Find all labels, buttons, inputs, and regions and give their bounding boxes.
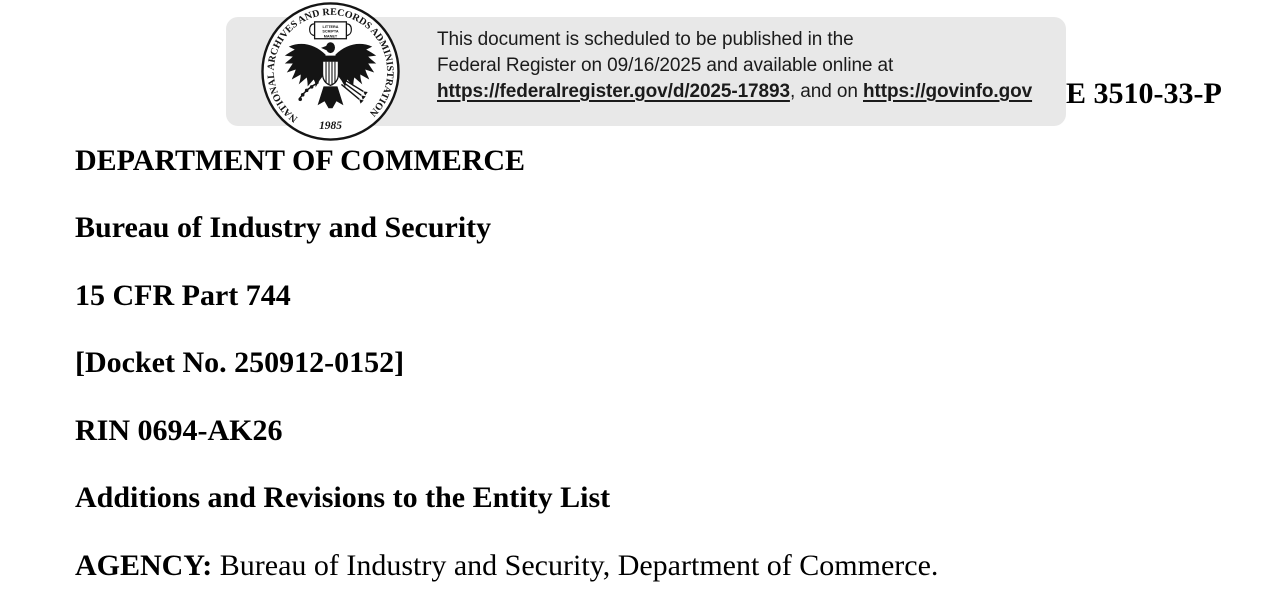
agency-line	[75, 549, 938, 583]
banner-notice-line1: This document is scheduled to be published in the	[437, 29, 854, 50]
billing-code: E 3510-33-P	[1066, 77, 1222, 110]
heading-subject: Additions and Revisions to the Entity List	[75, 481, 611, 514]
seal-year: 1985	[319, 120, 342, 133]
federal-register-link[interactable]: https://federalregister.gov/d/2025-17893	[437, 81, 790, 102]
heading-bureau: Bureau of Industry and Security	[75, 211, 492, 244]
heading-rin: RIN 0694-AK26	[75, 414, 283, 447]
govinfo-link[interactable]: https://govinfo.gov	[863, 81, 1033, 102]
banner-notice	[437, 27, 1032, 105]
heading-docket-number: [Docket No. 250912-0152]	[75, 346, 405, 379]
seal-scroll-line2: SCRIPTA	[322, 29, 339, 34]
agency-label: AGENCY:	[75, 549, 213, 582]
agency-value: Bureau of Industry and Security, Department of Commerce.	[212, 549, 939, 582]
banner-notice-line2: Federal Register on 09/16/2025 and available online at	[437, 55, 894, 76]
seal-ring-text: NATIONAL ARCHIVES AND RECORDS ADMINISTRATION	[265, 6, 396, 125]
nara-seal-icon	[260, 1, 401, 142]
banner-notice-line3	[437, 79, 1032, 105]
banner-notice-separator: , and on	[789, 81, 863, 102]
heading-department: DEPARTMENT OF COMMERCE	[75, 144, 526, 177]
seal-scroll-line1: LITTERA	[322, 25, 339, 30]
heading-cfr-part: 15 CFR Part 744	[75, 279, 291, 312]
seal-scroll-line3: MANET	[323, 34, 338, 39]
